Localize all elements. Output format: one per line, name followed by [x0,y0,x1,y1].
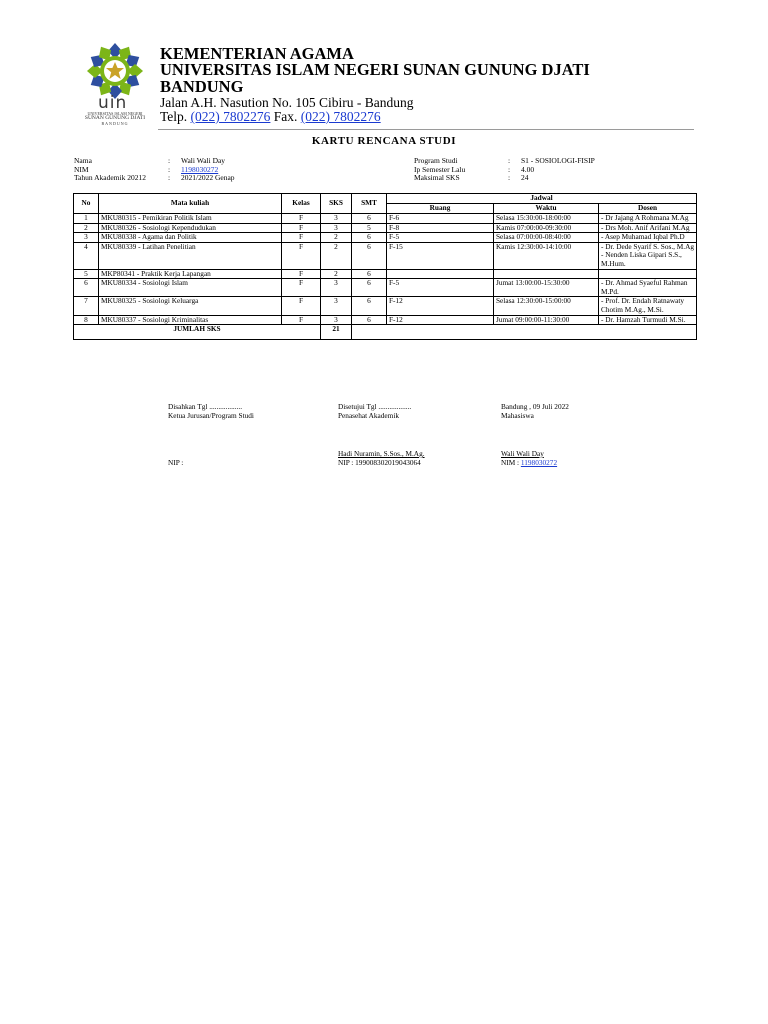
signature-pa [338,403,411,420]
place-date: Bandung , 09 Juli 2022 [501,402,569,411]
cell-ruang: F-15 [387,242,494,269]
cell-mata-kuliah: MKP80341 - Praktik Kerja Lapangan [99,269,282,279]
cell-mata-kuliah: MKU80325 - Sosiologi Keluarga [99,297,282,315]
cell-waktu: Jumat 09:00:00-11:30:00 [494,315,599,325]
table-row [74,242,697,269]
col-waktu-header: Waktu [494,204,599,214]
cell-no: 1 [74,214,99,224]
krs-table [73,193,697,340]
telp-link[interactable]: (022) 7802276 [190,109,271,124]
program-studi-label: Program Studi [414,156,458,165]
tahun-akademik-label: Tahun Akademik 20212 [74,173,146,183]
logo-subtext-1: UNIVERSITAS ISLAM NEGERI [87,111,143,116]
nim-link[interactable]: 1198030272 [181,164,219,174]
dosen-name: - Drs Moh. Anif Arifani M.Ag [601,222,690,232]
pa-role: Penasehat Akademik [338,410,399,420]
signature-kajur [168,403,254,420]
cell-waktu: Selasa 15:30:00-18:00:00 [494,214,599,224]
separator: : [168,164,171,174]
ip-semester-label: Ip Semester Lalu [414,164,466,174]
cell-ruang: F-12 [387,315,494,325]
maksimal-sks-value: 24 [521,173,529,183]
logo-subtext-3: BANDUNG [101,121,129,126]
student-name: Wali Wali Day [501,449,544,458]
cell-ruang [387,269,494,279]
cell-smt: 6 [352,279,387,297]
cell-waktu: Kamis 12:30:00-14:10:00 [494,242,599,269]
separator: : [168,156,171,165]
cell-no: 8 [74,315,99,325]
nama-label: Nama [74,156,92,165]
cell-sks: 2 [321,233,352,243]
tahun-akademik-value: 2021/2022 Genap [181,173,235,183]
cell-sks: 3 [321,315,352,325]
pa-name: Hadi Nuramin, S.Sos., M.Ag. [338,449,425,458]
cell-ruang: F-6 [387,214,494,224]
fax-link[interactable]: (022) 7802276 [300,109,381,124]
cell-ruang: F-5 [387,233,494,243]
telp-label: Telp. [160,109,188,124]
table-row [74,297,697,315]
info-right-labels [414,157,465,183]
header-divider [158,129,694,130]
dosen-name: - Nenden Liska Gipari S.S., M.Hum. [601,250,682,268]
cell-mata-kuliah: MKU80334 - Sosiologi Islam [99,279,282,297]
ip-semester-value: 4.00 [521,164,535,174]
cell-no: 2 [74,223,99,233]
contact-line [160,109,381,124]
separator: : [168,173,171,183]
address-line: Jalan A.H. Nasution No. 105 Cibiru - Bandung [160,95,414,110]
cell-no: 4 [74,242,99,269]
pa-nip: NIP : 199008302019043064 [338,457,421,467]
cell-mata-kuliah: MKU80315 - Pemikiran Politik Islam [99,214,282,224]
cell-smt: 6 [352,297,387,315]
cell-smt: 6 [352,315,387,325]
logo-wordmark: uin [98,93,128,113]
total-label: JUMLAH SKS [74,325,321,340]
info-right-separators [508,157,510,183]
signature-student [501,403,569,420]
cell-smt: 6 [352,214,387,224]
separator: : [508,156,511,165]
cell-kelas: F [282,214,321,224]
document-title: KARTU RENCANA STUDI [311,135,457,147]
cell-sks: 3 [321,297,352,315]
dosen-name: - Prof. Dr. Endah Ratnawaty Chotim M.Ag., M.Si. [601,296,685,314]
table-row [74,279,697,297]
student-role: Mahasiswa [501,410,534,420]
dosen-name: - Asep Muhamad Iqbal Ph.D [601,232,685,242]
cell-kelas: F [282,297,321,315]
cell-kelas: F [282,279,321,297]
dosen-name: - Dr. Ahmad Syaeful Rahman M.Pd. [601,278,688,296]
col-dosen-header: Dosen [599,204,697,214]
col-no-header: No [74,194,99,214]
program-studi-value: S1 - SOSIOLOGI-FISIP [521,156,595,165]
cell-waktu: Kamis 07:00:00-09:30:00 [494,223,599,233]
cell-waktu: Selasa 07:00:00-08:40:00 [494,233,599,243]
dosen-name: - Dr. Hamzah Turmudi M.Si. [601,314,686,324]
cell-sks: 3 [321,214,352,224]
cell-smt: 5 [352,223,387,233]
city-heading: BANDUNG [160,77,244,96]
cell-sks: 2 [321,242,352,269]
cell-ruang: F-12 [387,297,494,315]
cell-no: 5 [74,269,99,279]
kajur-role: Ketua Jurusan/Program Studi [168,410,254,420]
table-row [74,233,697,243]
info-right-values [521,157,595,183]
cell-waktu: Selasa 12:30:00-15:00:00 [494,297,599,315]
separator: : [508,173,511,183]
cell-kelas: F [282,233,321,243]
table-row [74,315,697,325]
separator: : [508,164,511,174]
cell-no: 3 [74,233,99,243]
signature-student-bottom [501,450,557,467]
cell-dosen [599,233,697,243]
kajur-nip: NIP : [168,458,184,467]
cell-kelas: F [282,269,321,279]
cell-mata-kuliah: MKU80338 - Agama dan Politik [99,233,282,243]
col-smt-header: SMT [352,194,387,214]
info-left-values [181,157,235,183]
cell-sks: 3 [321,223,352,233]
signature-pa-bottom [338,450,425,467]
cell-smt: 6 [352,233,387,243]
disetujui-date: Disetujui Tgl .................. [338,402,412,411]
student-nim-link[interactable]: 1198030272 [520,457,558,467]
info-left-separators [168,157,170,183]
cell-kelas: F [282,315,321,325]
nama-value: Wali Wali Day [181,156,226,165]
info-left-labels [74,157,146,183]
cell-no: 6 [74,279,99,297]
cell-sks: 2 [321,269,352,279]
table-header-row [74,194,697,204]
cell-dosen [599,279,697,297]
cell-ruang: F-8 [387,223,494,233]
maksimal-sks-label: Maksimal SKS [414,173,460,183]
cell-dosen [599,214,697,224]
cell-mata-kuliah: MKU80339 - Latihan Penelitian [99,242,282,269]
dosen-name: - Dr Jajang A Rohmana M.Ag [601,213,689,222]
total-row [74,325,697,340]
cell-waktu: Jumat 13:00:00-15:30:00 [494,279,599,297]
col-kelas-header: Kelas [282,194,321,214]
cell-dosen [599,242,697,269]
table-row [74,214,697,224]
uin-logo [74,41,156,129]
logo-subtext-2: SUNAN GUNUNG DJATI [84,115,146,121]
cell-smt: 6 [352,269,387,279]
cell-ruang: F-5 [387,279,494,297]
total-empty-cell [352,325,697,340]
col-ruang-header: Ruang [387,204,494,214]
university-heading: UNIVERSITAS ISLAM NEGERI SUNAN GUNUNG DJATI [160,60,590,79]
cell-mata-kuliah: MKU80337 - Sosiologi Kriminalitas [99,315,282,325]
ministry-heading: KEMENTERIAN AGAMA [160,44,354,63]
dosen-name: - Dr. Dede Syarif S. Sos., M.Ag [601,241,695,251]
cell-kelas: F [282,223,321,233]
total-sks: 21 [321,325,352,340]
cell-mata-kuliah: MKU80326 - Sosiologi Kependudukan [99,223,282,233]
cell-dosen [599,297,697,315]
cell-sks: 3 [321,279,352,297]
col-sks-header: SKS [321,194,352,214]
cell-kelas: F [282,242,321,269]
cell-smt: 6 [352,242,387,269]
nim-label: NIM [74,164,89,174]
cell-dosen [599,315,697,325]
cell-no: 7 [74,297,99,315]
fax-label: Fax. [273,109,298,124]
student-nim-label: NIM : [501,457,520,467]
disahkan-date: Disahkan Tgl .................. [168,402,243,411]
col-mata-kuliah-header: Mata kuliah [99,194,282,214]
col-jadwal-header: Jadwal [387,194,697,204]
